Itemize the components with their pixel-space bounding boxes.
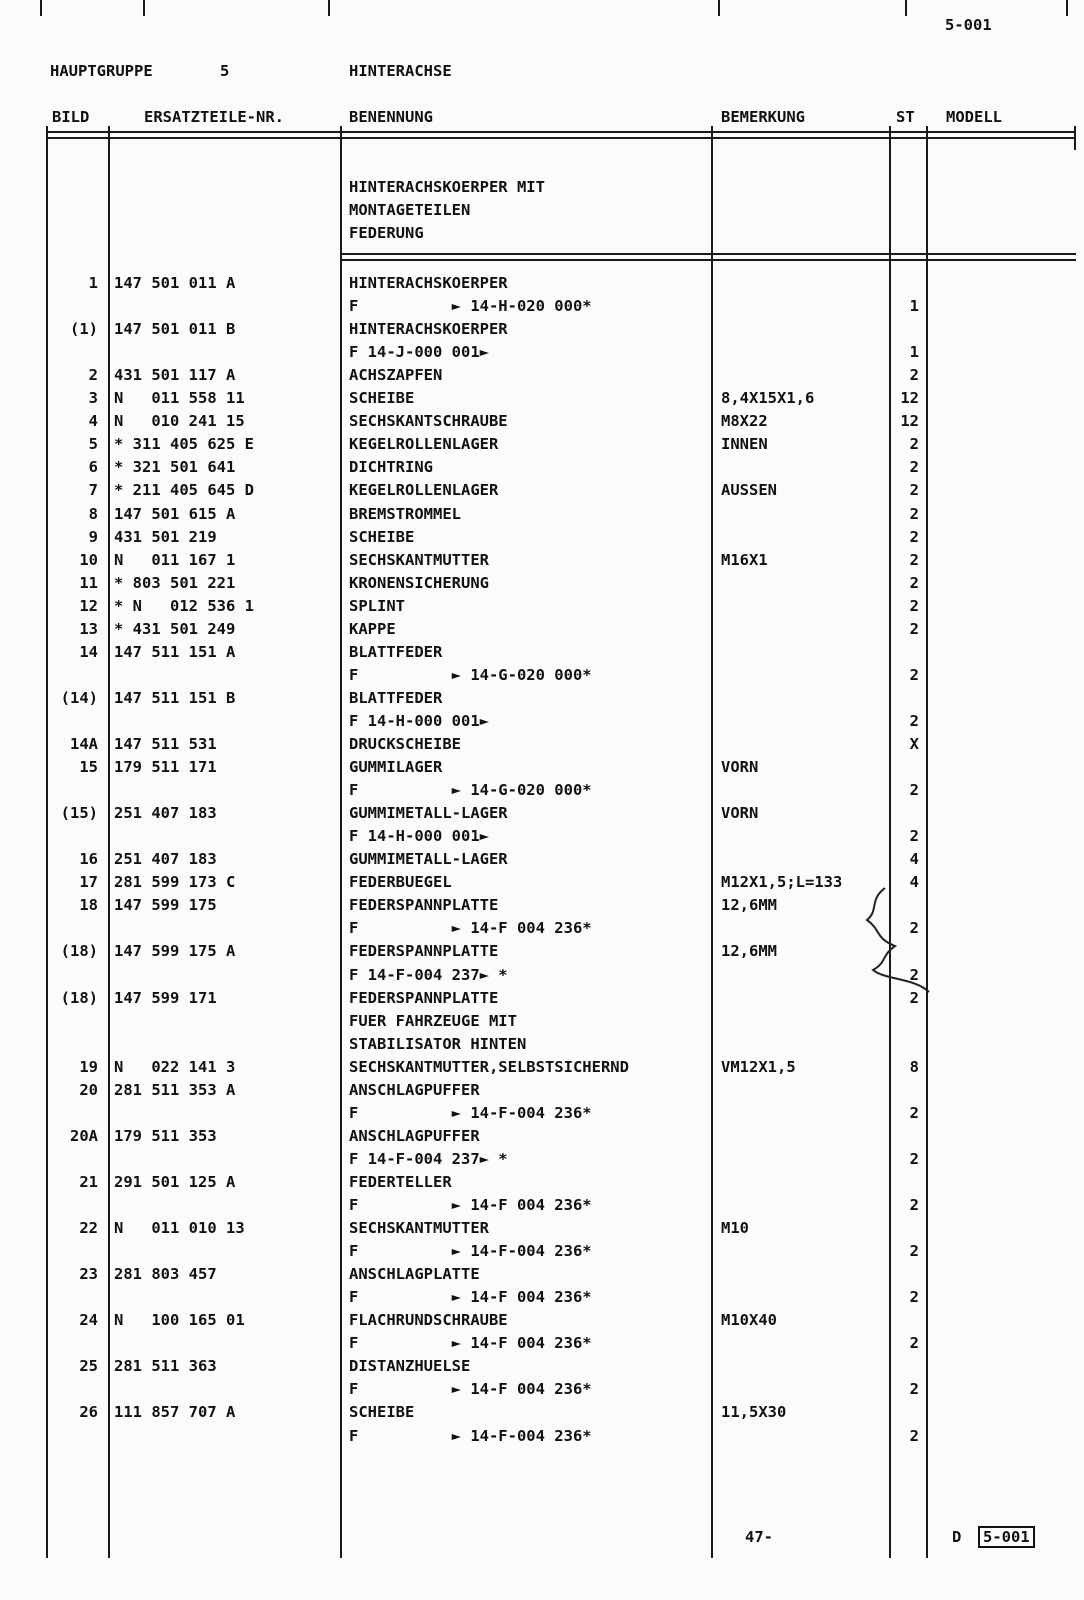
table-row: [0, 387, 1084, 410]
cell-part-number: 179 511 171: [114, 758, 217, 777]
cell-description: FEDERSPANNPLATTE: [349, 942, 499, 961]
cell-part-number: 147 501 011 B: [114, 320, 236, 339]
cell-part-number: 147 599 175: [114, 896, 217, 915]
table-row: [0, 1240, 1084, 1263]
cell-description: KRONENSICHERUNG: [349, 573, 489, 592]
cell-part-number: 147 511 531: [114, 735, 217, 753]
cell-quantity: 2: [909, 919, 919, 938]
table-row: [0, 825, 1084, 848]
table-row: [0, 802, 1084, 825]
cell-bild: (18): [60, 988, 98, 1007]
table-row: [0, 595, 1084, 618]
cell-part-number: 431 501 117 A: [114, 366, 236, 385]
cell-bild: (1): [70, 320, 98, 339]
cell-part-number: * 431 501 249: [114, 619, 236, 638]
cell-bild: 8: [88, 504, 98, 523]
table-row: [0, 1286, 1084, 1309]
cell-quantity: 2: [909, 711, 919, 730]
table-row: [0, 433, 1084, 456]
cell-remark: M10X40: [721, 1311, 777, 1330]
cell-description: GUMMILAGER: [349, 758, 443, 777]
top-tick: [1066, 0, 1068, 16]
cell-bild: 10: [79, 550, 98, 569]
table-row: [0, 1401, 1084, 1424]
table-row: [0, 756, 1084, 779]
cell-bild: 2: [88, 366, 98, 385]
cell-description: DICHTRING: [349, 458, 433, 477]
cell-remark: VORN: [721, 804, 759, 823]
cell-quantity: 2: [909, 366, 919, 385]
cell-quantity: 8: [909, 1057, 919, 1076]
cell-part-number: N 100 165 01: [114, 1311, 245, 1330]
cell-description: F ► 14-F 004 236*: [349, 919, 592, 938]
cell-quantity: 2: [909, 504, 919, 523]
cell-bild: 19: [79, 1057, 98, 1076]
cell-bild: 23: [79, 1265, 98, 1284]
cell-description: SECHSKANTMUTTER: [349, 550, 489, 569]
cell-part-number: 251 407 183: [114, 804, 217, 823]
table-row: [0, 1217, 1084, 1240]
col-header-bild: BILD: [52, 108, 90, 126]
cell-part-number: * 803 501 221: [114, 573, 236, 592]
cell-bild: 25: [79, 1357, 98, 1376]
cell-bild: 17: [79, 873, 98, 892]
cell-remark: VM12X1,5: [721, 1057, 796, 1076]
cell-quantity: 2: [909, 988, 919, 1007]
table-row: [0, 318, 1084, 341]
cell-bild: (14): [60, 688, 98, 707]
cell-description: SCHEIBE: [349, 389, 415, 408]
col-header-modell: MODELL: [946, 108, 1002, 126]
cell-description: F ► 14-F-004 236*: [349, 1103, 592, 1122]
cell-part-number: * N 012 536 1: [114, 596, 254, 615]
cell-bild: 3: [88, 389, 98, 408]
cell-quantity: 2: [909, 781, 919, 800]
cell-description: ANSCHLAGPUFFER: [349, 1126, 480, 1145]
cell-description: ANSCHLAGPLATTE: [349, 1265, 480, 1284]
cell-bild: 1: [88, 274, 98, 292]
group-label: HAUPTGRUPPE: [50, 62, 153, 80]
cell-bild: 20: [79, 1080, 98, 1099]
table-row: [0, 1309, 1084, 1332]
cell-description: STABILISATOR HINTEN: [349, 1034, 527, 1053]
cell-quantity: 2: [909, 827, 919, 846]
table-row: [0, 1355, 1084, 1378]
cell-description: GUMMIMETALL-LAGER: [349, 850, 508, 869]
cell-bild: 15: [79, 758, 98, 777]
cell-description: ACHSZAPFEN: [349, 366, 443, 385]
cell-description: F ► 14-F 004 236*: [349, 1196, 592, 1214]
cell-description: GUMMIMETALL-LAGER: [349, 804, 508, 823]
cell-description: F ► 14-F-004 236*: [349, 1242, 592, 1261]
table-row: [0, 1033, 1084, 1056]
cell-description: F ► 14-F 004 236*: [349, 1380, 592, 1399]
cell-quantity: 2: [909, 1380, 919, 1399]
cell-quantity: 2: [909, 527, 919, 546]
col-header-benennung: BENENNUNG: [349, 108, 433, 126]
intro-rule-bottom: [340, 259, 1076, 261]
cell-bild: 22: [79, 1219, 98, 1238]
cell-part-number: 291 501 125 A: [114, 1172, 236, 1191]
table-row: [0, 503, 1084, 526]
footer-code-box: 5-001: [978, 1526, 1035, 1548]
cell-remark: INNEN: [721, 435, 768, 454]
cell-part-number: * 311 405 625 E: [114, 435, 254, 454]
cell-description: F ► 14-F 004 236*: [349, 1288, 592, 1307]
header-rule-bottom: [46, 137, 1076, 139]
table-row: [0, 1079, 1084, 1102]
cell-bild: 11: [79, 573, 98, 592]
cell-description: F ► 14-G-020 000*: [349, 665, 592, 684]
cell-part-number: 431 501 219: [114, 527, 217, 546]
cell-description: ANSCHLAGPUFFER: [349, 1080, 480, 1099]
table-row: [0, 272, 1084, 295]
cell-description: F ► 14-F 004 236*: [349, 1334, 592, 1353]
cell-remark: 11,5X30: [721, 1403, 787, 1422]
cell-part-number: 179 511 353: [114, 1126, 217, 1145]
cell-description: FLACHRUNDSCHRAUBE: [349, 1311, 508, 1330]
header-rule-top: [46, 131, 1076, 133]
table-row: [0, 618, 1084, 641]
cell-bild: 24: [79, 1311, 98, 1330]
cell-bild: 4: [88, 412, 98, 431]
cell-bild: 13: [79, 619, 98, 638]
table-row: [0, 1056, 1084, 1079]
cell-quantity: 2: [909, 481, 919, 500]
cell-description: F ► 14-H-020 000*: [349, 297, 592, 316]
table-row: [0, 295, 1084, 318]
cell-quantity: 2: [909, 1103, 919, 1122]
cell-remark: M10: [721, 1219, 749, 1238]
cell-description: SECHSKANTMUTTER: [349, 1219, 489, 1238]
table-row: [0, 779, 1084, 802]
cell-remark: VORN: [721, 758, 759, 777]
table-row: [0, 526, 1084, 549]
cell-bild: 14A: [70, 735, 98, 753]
table-row: [0, 687, 1084, 710]
cell-description: FEDERSPANNPLATTE: [349, 896, 499, 915]
cell-description: SPLINT: [349, 596, 405, 615]
cell-description: HINTERACHSKOERPER: [349, 320, 508, 339]
cell-description: F 14-J-000 001►: [349, 343, 489, 362]
cell-remark: 8,4X15X1,6: [721, 389, 815, 408]
cell-quantity: 2: [909, 1426, 919, 1445]
cell-bild: 20A: [70, 1126, 98, 1145]
cell-quantity: 2: [909, 1196, 919, 1214]
cell-description: KEGELROLLENLAGER: [349, 435, 499, 454]
cell-quantity: 1: [909, 297, 919, 316]
table-row: [0, 1171, 1084, 1194]
cell-bild: 9: [88, 527, 98, 546]
cell-quantity: 4: [909, 850, 919, 869]
cell-part-number: 147 599 171: [114, 988, 217, 1007]
cell-part-number: * 321 501 641: [114, 458, 236, 477]
col-header-bemerkung: BEMERKUNG: [721, 108, 805, 126]
intro-line: MONTAGETEILEN: [349, 201, 471, 219]
cell-part-number: 147 501 615 A: [114, 504, 236, 523]
cell-part-number: * 211 405 645 D: [114, 481, 254, 500]
cell-part-number: N 022 141 3: [114, 1057, 236, 1076]
cell-part-number: N 011 010 13: [114, 1219, 245, 1238]
cell-description: KAPPE: [349, 619, 396, 638]
cell-quantity: 2: [909, 1149, 919, 1168]
table-row: [0, 1102, 1084, 1125]
table-row: [0, 710, 1084, 733]
cell-part-number: N 010 241 15: [114, 412, 245, 431]
footer-code-prefix: D: [952, 1528, 962, 1546]
cell-bild: (18): [60, 942, 98, 961]
table-row: [0, 641, 1084, 664]
cell-description: F 14-F-004 237► *: [349, 965, 508, 984]
cell-remark: 12,6MM: [721, 896, 777, 915]
cell-remark: AUSSEN: [721, 481, 777, 500]
cell-bild: 6: [88, 458, 98, 477]
cell-quantity: 12: [900, 412, 919, 431]
table-row: [0, 733, 1084, 756]
cell-quantity: X: [909, 735, 919, 753]
cell-bild: 18: [79, 896, 98, 915]
cell-description: F ► 14-G-020 000*: [349, 781, 592, 800]
cell-description: BREMSTROMMEL: [349, 504, 461, 523]
cell-description: DISTANZHUELSE: [349, 1357, 471, 1376]
table-row: [0, 341, 1084, 364]
cell-description: SCHEIBE: [349, 1403, 415, 1422]
cell-part-number: N 011 167 1: [114, 550, 236, 569]
cell-part-number: 281 511 363: [114, 1357, 217, 1376]
cell-bild: 7: [88, 481, 98, 500]
page-number: 47-: [745, 1528, 773, 1546]
cell-description: SECHSKANTMUTTER,SELBSTSICHERND: [349, 1057, 629, 1076]
table-row: [0, 1263, 1084, 1286]
cell-remark: 12,6MM: [721, 942, 777, 961]
cell-quantity: 2: [909, 665, 919, 684]
cell-description: HINTERACHSKOERPER: [349, 274, 508, 292]
cell-remark: M8X22: [721, 412, 768, 431]
top-tick: [328, 0, 330, 16]
table-row: [0, 1332, 1084, 1355]
top-tick: [718, 0, 720, 16]
cell-quantity: 2: [909, 458, 919, 477]
handwritten-brace: [855, 880, 975, 1030]
group-name: HINTERACHSE: [349, 62, 452, 80]
cell-description: KEGELROLLENLAGER: [349, 481, 499, 500]
cell-quantity: 2: [909, 596, 919, 615]
intro-line: HINTERACHSKOERPER MIT: [349, 178, 545, 196]
table-row: [0, 572, 1084, 595]
cell-bild: 26: [79, 1403, 98, 1422]
cell-description: SECHSKANTSCHRAUBE: [349, 412, 508, 431]
cell-quantity: 2: [909, 965, 919, 984]
table-row: [0, 410, 1084, 433]
top-tick: [40, 0, 42, 16]
cell-description: FEDERBUEGEL: [349, 873, 452, 892]
cell-description: F 14-F-004 237► *: [349, 1149, 508, 1168]
cell-description: F 14-H-000 001►: [349, 827, 489, 846]
cell-quantity: 2: [909, 1242, 919, 1261]
cell-remark: M12X1,5;L=133: [721, 873, 843, 892]
table-row: [0, 1125, 1084, 1148]
cell-quantity: 2: [909, 550, 919, 569]
cell-part-number: 147 501 011 A: [114, 274, 236, 292]
cell-quantity: 1: [909, 343, 919, 362]
top-tick: [143, 0, 145, 16]
group-number: 5: [220, 62, 230, 80]
cell-remark: M16X1: [721, 550, 768, 569]
cell-bild: 14: [79, 642, 98, 661]
table-row: [0, 456, 1084, 479]
cell-bild: 5: [88, 435, 98, 454]
table-row: [0, 1148, 1084, 1171]
cell-description: BLATTFEDER: [349, 688, 443, 707]
cell-part-number: 281 511 353 A: [114, 1080, 236, 1099]
cell-part-number: 111 857 707 A: [114, 1403, 236, 1422]
col-header-st: ST: [896, 108, 915, 126]
cell-part-number: N 011 558 11: [114, 389, 245, 408]
cell-part-number: 147 511 151 A: [114, 642, 236, 661]
cell-description: BLATTFEDER: [349, 642, 443, 661]
cell-description: FUER FAHRZEUGE MIT: [349, 1011, 517, 1030]
cell-part-number: 147 511 151 B: [114, 688, 236, 707]
table-row: [0, 549, 1084, 572]
table-row: [0, 1425, 1084, 1448]
intro-line: FEDERUNG: [349, 224, 424, 242]
cell-quantity: 2: [909, 1334, 919, 1353]
table-row: [0, 664, 1084, 687]
top-tick: [905, 0, 907, 16]
page-ref: 5-001: [945, 16, 992, 34]
cell-description: FEDERTELLER: [349, 1172, 452, 1191]
col-header-ersatzteile-nr: ERSATZTEILE-NR.: [144, 108, 284, 126]
intro-rule-top: [340, 253, 1076, 255]
cell-description: FEDERSPANNPLATTE: [349, 988, 499, 1007]
table-row: [0, 1378, 1084, 1401]
cell-bild: 21: [79, 1172, 98, 1191]
cell-bild: 16: [79, 850, 98, 869]
cell-part-number: 147 599 175 A: [114, 942, 236, 961]
cell-description: DRUCKSCHEIBE: [349, 735, 461, 753]
table-row: [0, 479, 1084, 502]
cell-bild: (15): [60, 804, 98, 823]
cell-description: SCHEIBE: [349, 527, 415, 546]
cell-description: F 14-H-000 001►: [349, 711, 489, 730]
cell-quantity: 2: [909, 1288, 919, 1307]
cell-part-number: 251 407 183: [114, 850, 217, 869]
cell-quantity: 4: [909, 873, 919, 892]
table-row: [0, 364, 1084, 387]
cell-quantity: 2: [909, 573, 919, 592]
table-row: [0, 1194, 1084, 1217]
cell-quantity: 2: [909, 435, 919, 454]
cell-bild: 12: [79, 596, 98, 615]
table-row: [0, 848, 1084, 871]
cell-quantity: 12: [900, 389, 919, 408]
cell-part-number: 281 803 457: [114, 1265, 217, 1284]
cell-description: F ► 14-F-004 236*: [349, 1426, 592, 1445]
cell-quantity: 2: [909, 619, 919, 638]
cell-part-number: 281 599 173 C: [114, 873, 236, 892]
